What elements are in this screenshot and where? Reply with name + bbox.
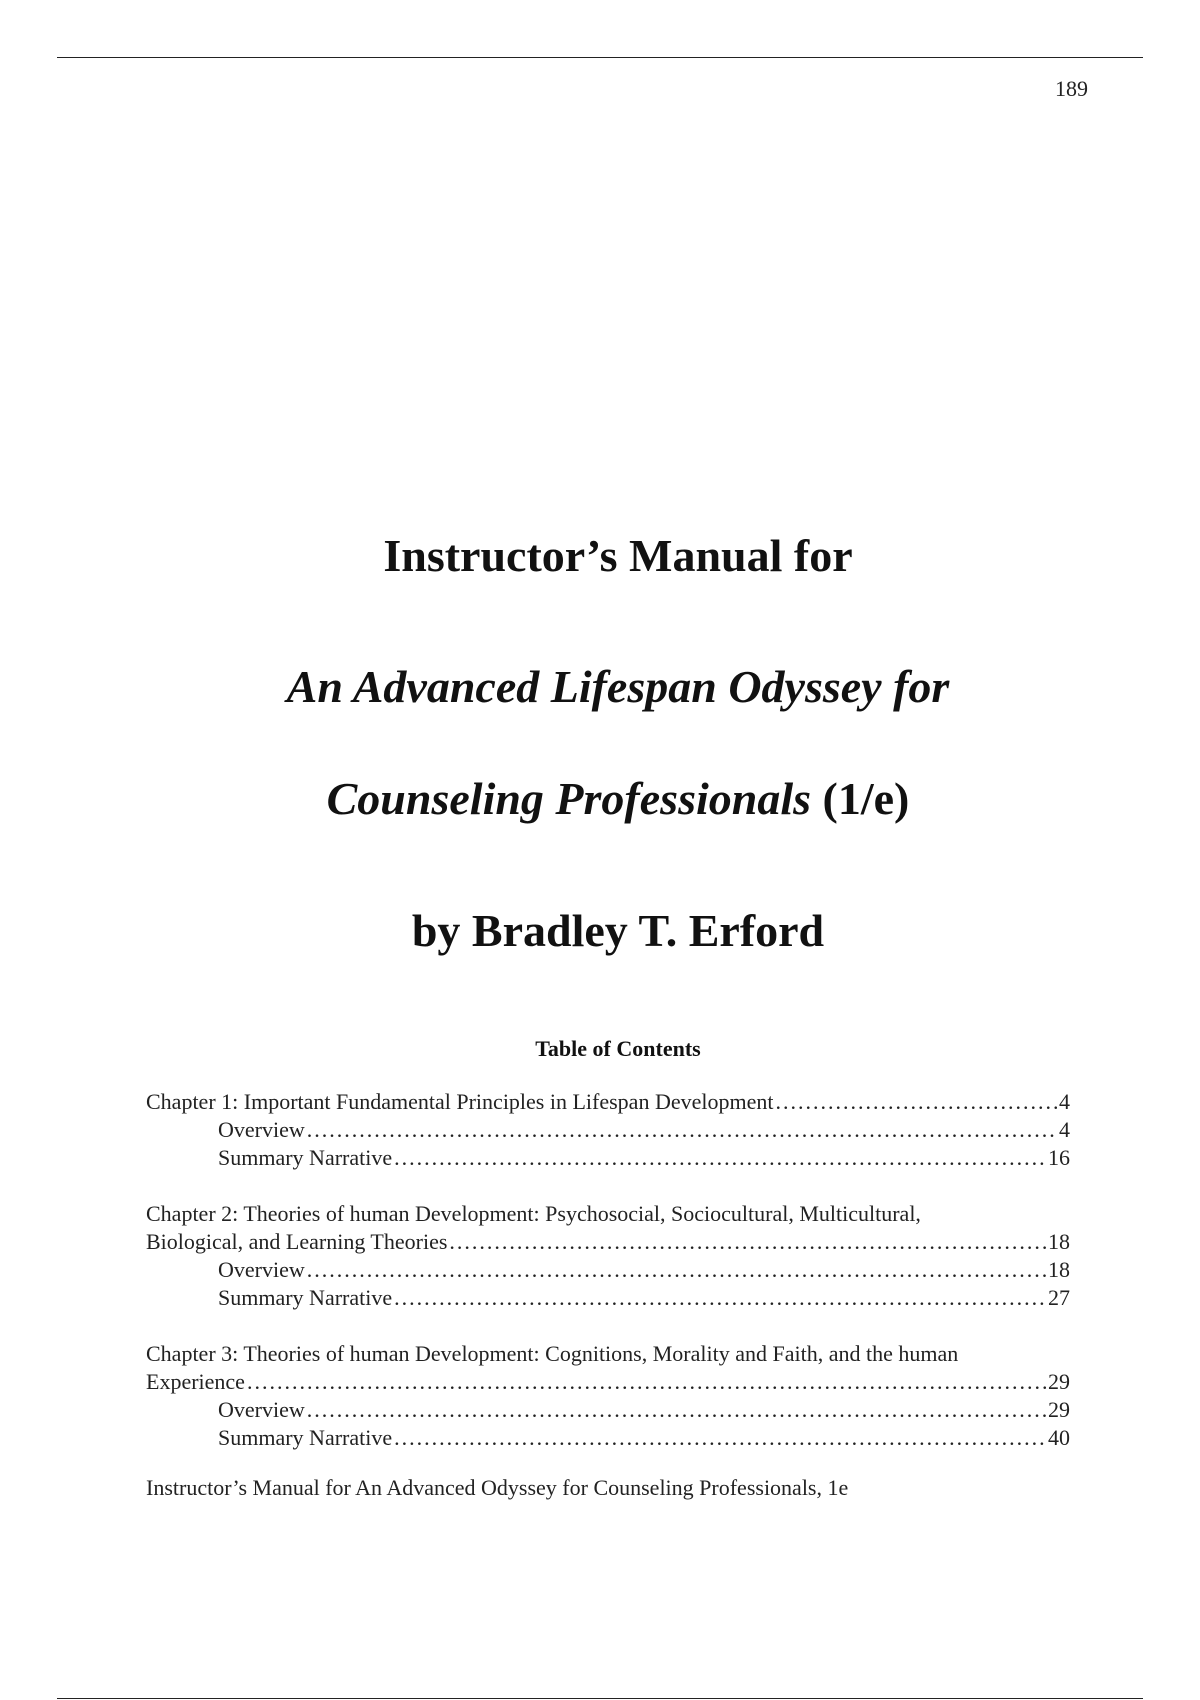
toc-entry-chapter-2-overview[interactable]	[146, 1256, 1070, 1284]
toc-sub-label: Overview	[218, 1257, 305, 1282]
author-line: by Bradley T. Erford	[411, 905, 825, 956]
book-title-line-1: An Advanced Lifespan Odyssey for	[286, 661, 950, 712]
toc-sub-page: 40	[1048, 1425, 1070, 1450]
toc-entry-chapter-3[interactable]	[146, 1368, 1070, 1396]
toc-entry-chapter-3-overview[interactable]	[146, 1396, 1070, 1424]
toc-sub-label: Summary Narrative	[218, 1145, 393, 1170]
toc-chapter-2-title-line-1[interactable]: Chapter 2: Theories of human Development: Psychosocial, Sociocultural, Multicultural,	[146, 1201, 921, 1226]
footer-text: Instructor’s Manual for An Advanced Odyssey for Counseling Professionals, 1e	[146, 1475, 849, 1500]
toc-chapter-2-title-line-2: Biological, and Learning Theories	[146, 1229, 448, 1254]
toc-sub-page: 29	[1048, 1397, 1070, 1422]
toc-sub-label: Summary Narrative	[218, 1425, 393, 1450]
toc-sub-label: Summary Narrative	[218, 1285, 393, 1310]
toc-chapter-2-page: 18	[1048, 1229, 1070, 1254]
toc-leader-dots	[394, 1284, 1046, 1312]
toc-leader-dots	[307, 1116, 1057, 1144]
bottom-rule	[57, 1698, 1143, 1699]
toc-leader-dots	[449, 1228, 1046, 1256]
toc-entry-chapter-1[interactable]	[146, 1088, 1070, 1116]
toc-leader-dots	[307, 1256, 1046, 1284]
title-line-1: Instructor’s Manual for	[383, 530, 853, 581]
table-of-contents	[146, 1088, 1070, 1452]
toc-heading: Table of Contents	[535, 1036, 701, 1061]
toc-sub-page: 27	[1048, 1285, 1070, 1310]
book-title-italic: Counseling Professionals	[326, 773, 812, 824]
toc-entry-chapter-1-overview[interactable]	[146, 1116, 1070, 1144]
toc-leader-dots	[247, 1368, 1046, 1396]
toc-spacer	[146, 1312, 1070, 1340]
toc-leader-dots	[775, 1088, 1057, 1116]
toc-chapter-1-title: Chapter 1: Important Fundamental Principles in Lifespan Development	[146, 1089, 774, 1114]
toc-chapter-1-page: 4	[1059, 1089, 1070, 1114]
toc-leader-dots	[394, 1424, 1046, 1452]
toc-entry-chapter-3-summary[interactable]	[146, 1424, 1070, 1452]
page-number: 189	[1055, 76, 1088, 101]
edition-label: (1/e)	[811, 773, 910, 824]
toc-chapter-3-title-line-2: Experience	[146, 1369, 245, 1394]
toc-entry-chapter-1-summary[interactable]	[146, 1144, 1070, 1172]
toc-leader-dots	[394, 1144, 1046, 1172]
toc-sub-label: Overview	[218, 1117, 305, 1142]
toc-sub-label: Overview	[218, 1397, 305, 1422]
toc-spacer	[146, 1172, 1070, 1200]
top-rule	[57, 57, 1143, 58]
toc-leader-dots	[307, 1396, 1046, 1424]
toc-sub-page: 18	[1048, 1257, 1070, 1282]
toc-entry-chapter-2-summary[interactable]	[146, 1284, 1070, 1312]
toc-sub-page: 4	[1059, 1117, 1070, 1142]
toc-entry-chapter-2[interactable]	[146, 1228, 1070, 1256]
toc-chapter-3-title-line-1[interactable]: Chapter 3: Theories of human Development: Cognitions, Morality and Faith, and the human	[146, 1341, 959, 1366]
toc-chapter-3-page: 29	[1048, 1369, 1070, 1394]
book-title-line-2	[0, 773, 1200, 824]
toc-sub-page: 16	[1048, 1145, 1070, 1170]
